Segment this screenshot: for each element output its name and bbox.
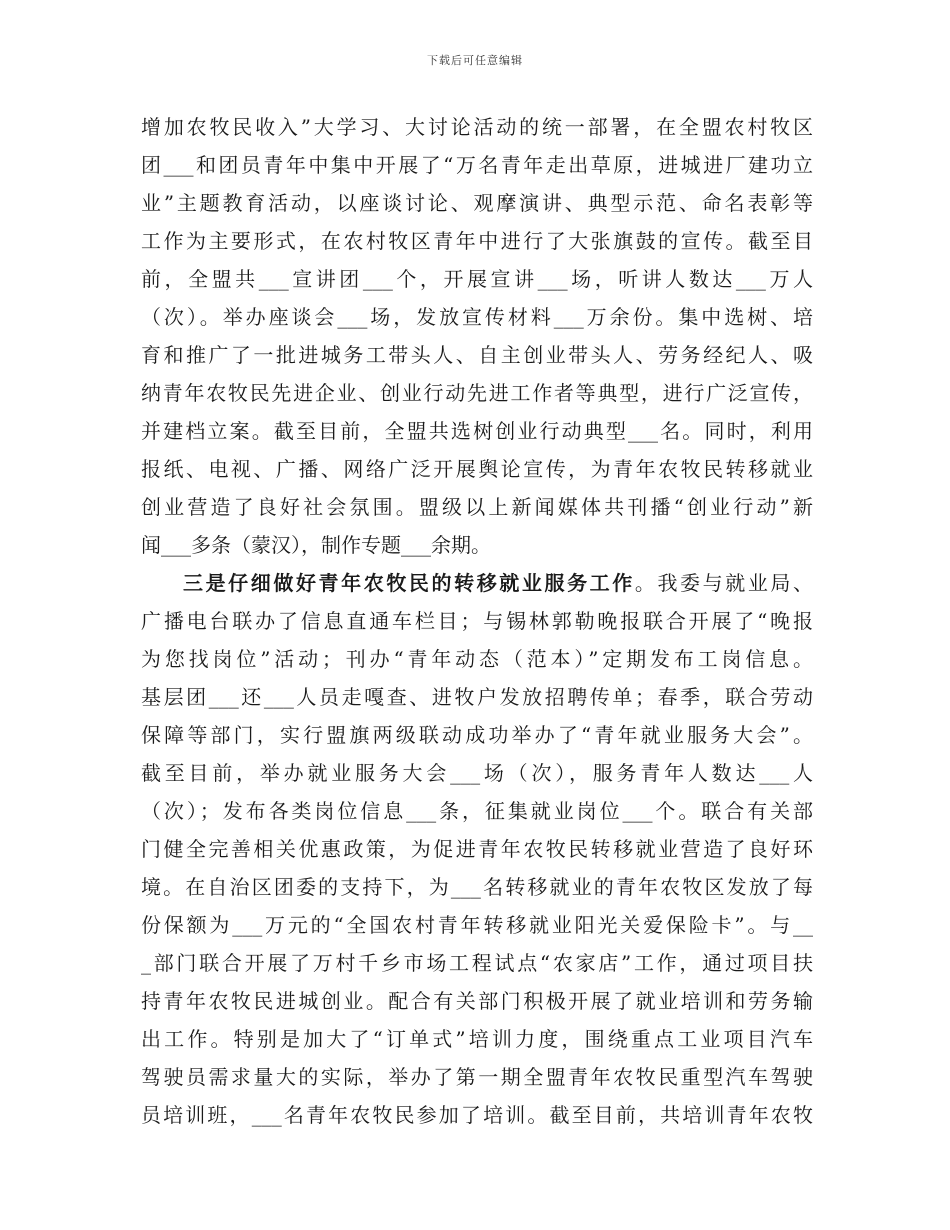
text-line: 截至目前，举办就业服务大会___场（次），服务青年人数达___人: [141, 761, 813, 785]
section-heading: 三是仔细做好青年农牧民的转移就业服务工作: [183, 571, 635, 595]
text-line: 团___和团员青年中集中开展了“万名青年走出草原，进城进厂建功立: [141, 153, 813, 177]
text-line: 广播电台联办了信息直通车栏目；与锡林郭勒晚报联合开展了“晚报: [141, 609, 813, 633]
paragraph-2-first-line: [141, 564, 813, 602]
text-line: 纳青年农牧民先进企业、创业行动先进工作者等典型，进行广泛宣传，: [141, 381, 813, 405]
text-line: _部门联合开展了万村千乡市场工程试点“农家店”工作，通过项目扶: [141, 951, 813, 975]
text-line: （次）；发布各类岗位信息___条，征集就业岗位___个。联合有关部: [141, 799, 813, 823]
text-line: 员培训班，___名青年农牧民参加了培训。截至目前，共培训青年农牧: [141, 1103, 813, 1127]
text-line: 为您找岗位”活动；刊办“青年动态（范本）”定期发布工岗信息。: [141, 647, 813, 671]
heading-line-rest: 。我委与就业局、: [634, 571, 814, 595]
document-body: [141, 108, 813, 1134]
text-line: 工作为主要形式，在农村牧区青年中进行了大张旗鼓的宣传。截至目: [141, 229, 813, 253]
text-line: 创业营造了良好社会氛围。盟级以上新闻媒体共刊播“创业行动”新: [141, 495, 813, 519]
text-line: 育和推广了一批进城务工带头人、自主创业带头人、劳务经纪人、吸: [141, 343, 813, 367]
text-line: 门健全完善相关优惠政策，为促进青年农牧民转移就业营造了良好环: [141, 837, 813, 861]
text-line: 并建档立案。截至目前，全盟共选树创业行动典型___名。同时，利用: [141, 419, 813, 443]
text-line: 增加农牧民收入”大学习、大讨论活动的统一部署，在全盟农村牧区: [141, 115, 813, 139]
text-line: 持青年农牧民进城创业。配合有关部门积极开展了就业培训和劳务输: [141, 989, 813, 1013]
text-line: 报纸、电视、广播、网络广泛开展舆论宣传，为青年农牧民转移就业: [141, 457, 813, 481]
text-line: 基层团___还___人员走嘎查、进牧户发放招聘传单；春季，联合劳动: [141, 685, 813, 709]
text-line: 出工作。特别是加大了“订单式”培训力度，围绕重点工业项目汽车: [141, 1027, 813, 1051]
paragraph-1: [141, 108, 813, 564]
text-line: 境。在自治区团委的支持下，为___名转移就业的青年农牧区发放了每: [141, 875, 813, 899]
text-line: 驾驶员需求量大的实际，举办了第一期全盟青年农牧民重型汽车驾驶: [141, 1065, 813, 1089]
text-line: 份保额为___万元的“全国农村青年转移就业阳光关爱保险卡”。与__: [141, 913, 813, 937]
text-line: 前，全盟共___宣讲团___个，开展宣讲___场，听讲人数达___万人: [141, 267, 813, 291]
text-line: 闻___多条（蒙汉），制作专题___余期。: [141, 533, 491, 557]
text-line: （次）。举办座谈会___场，发放宣传材料___万余份。集中选树、培: [141, 305, 813, 329]
page-header-note: 下载后可任意编辑: [427, 54, 523, 67]
paragraph-2: [141, 564, 813, 1134]
text-line: 业”主题教育活动，以座谈讨论、观摩演讲、典型示范、命名表彰等: [141, 191, 813, 215]
text-line: 保障等部门，实行盟旗两级联动成功举办了“青年就业服务大会”。: [141, 723, 813, 747]
